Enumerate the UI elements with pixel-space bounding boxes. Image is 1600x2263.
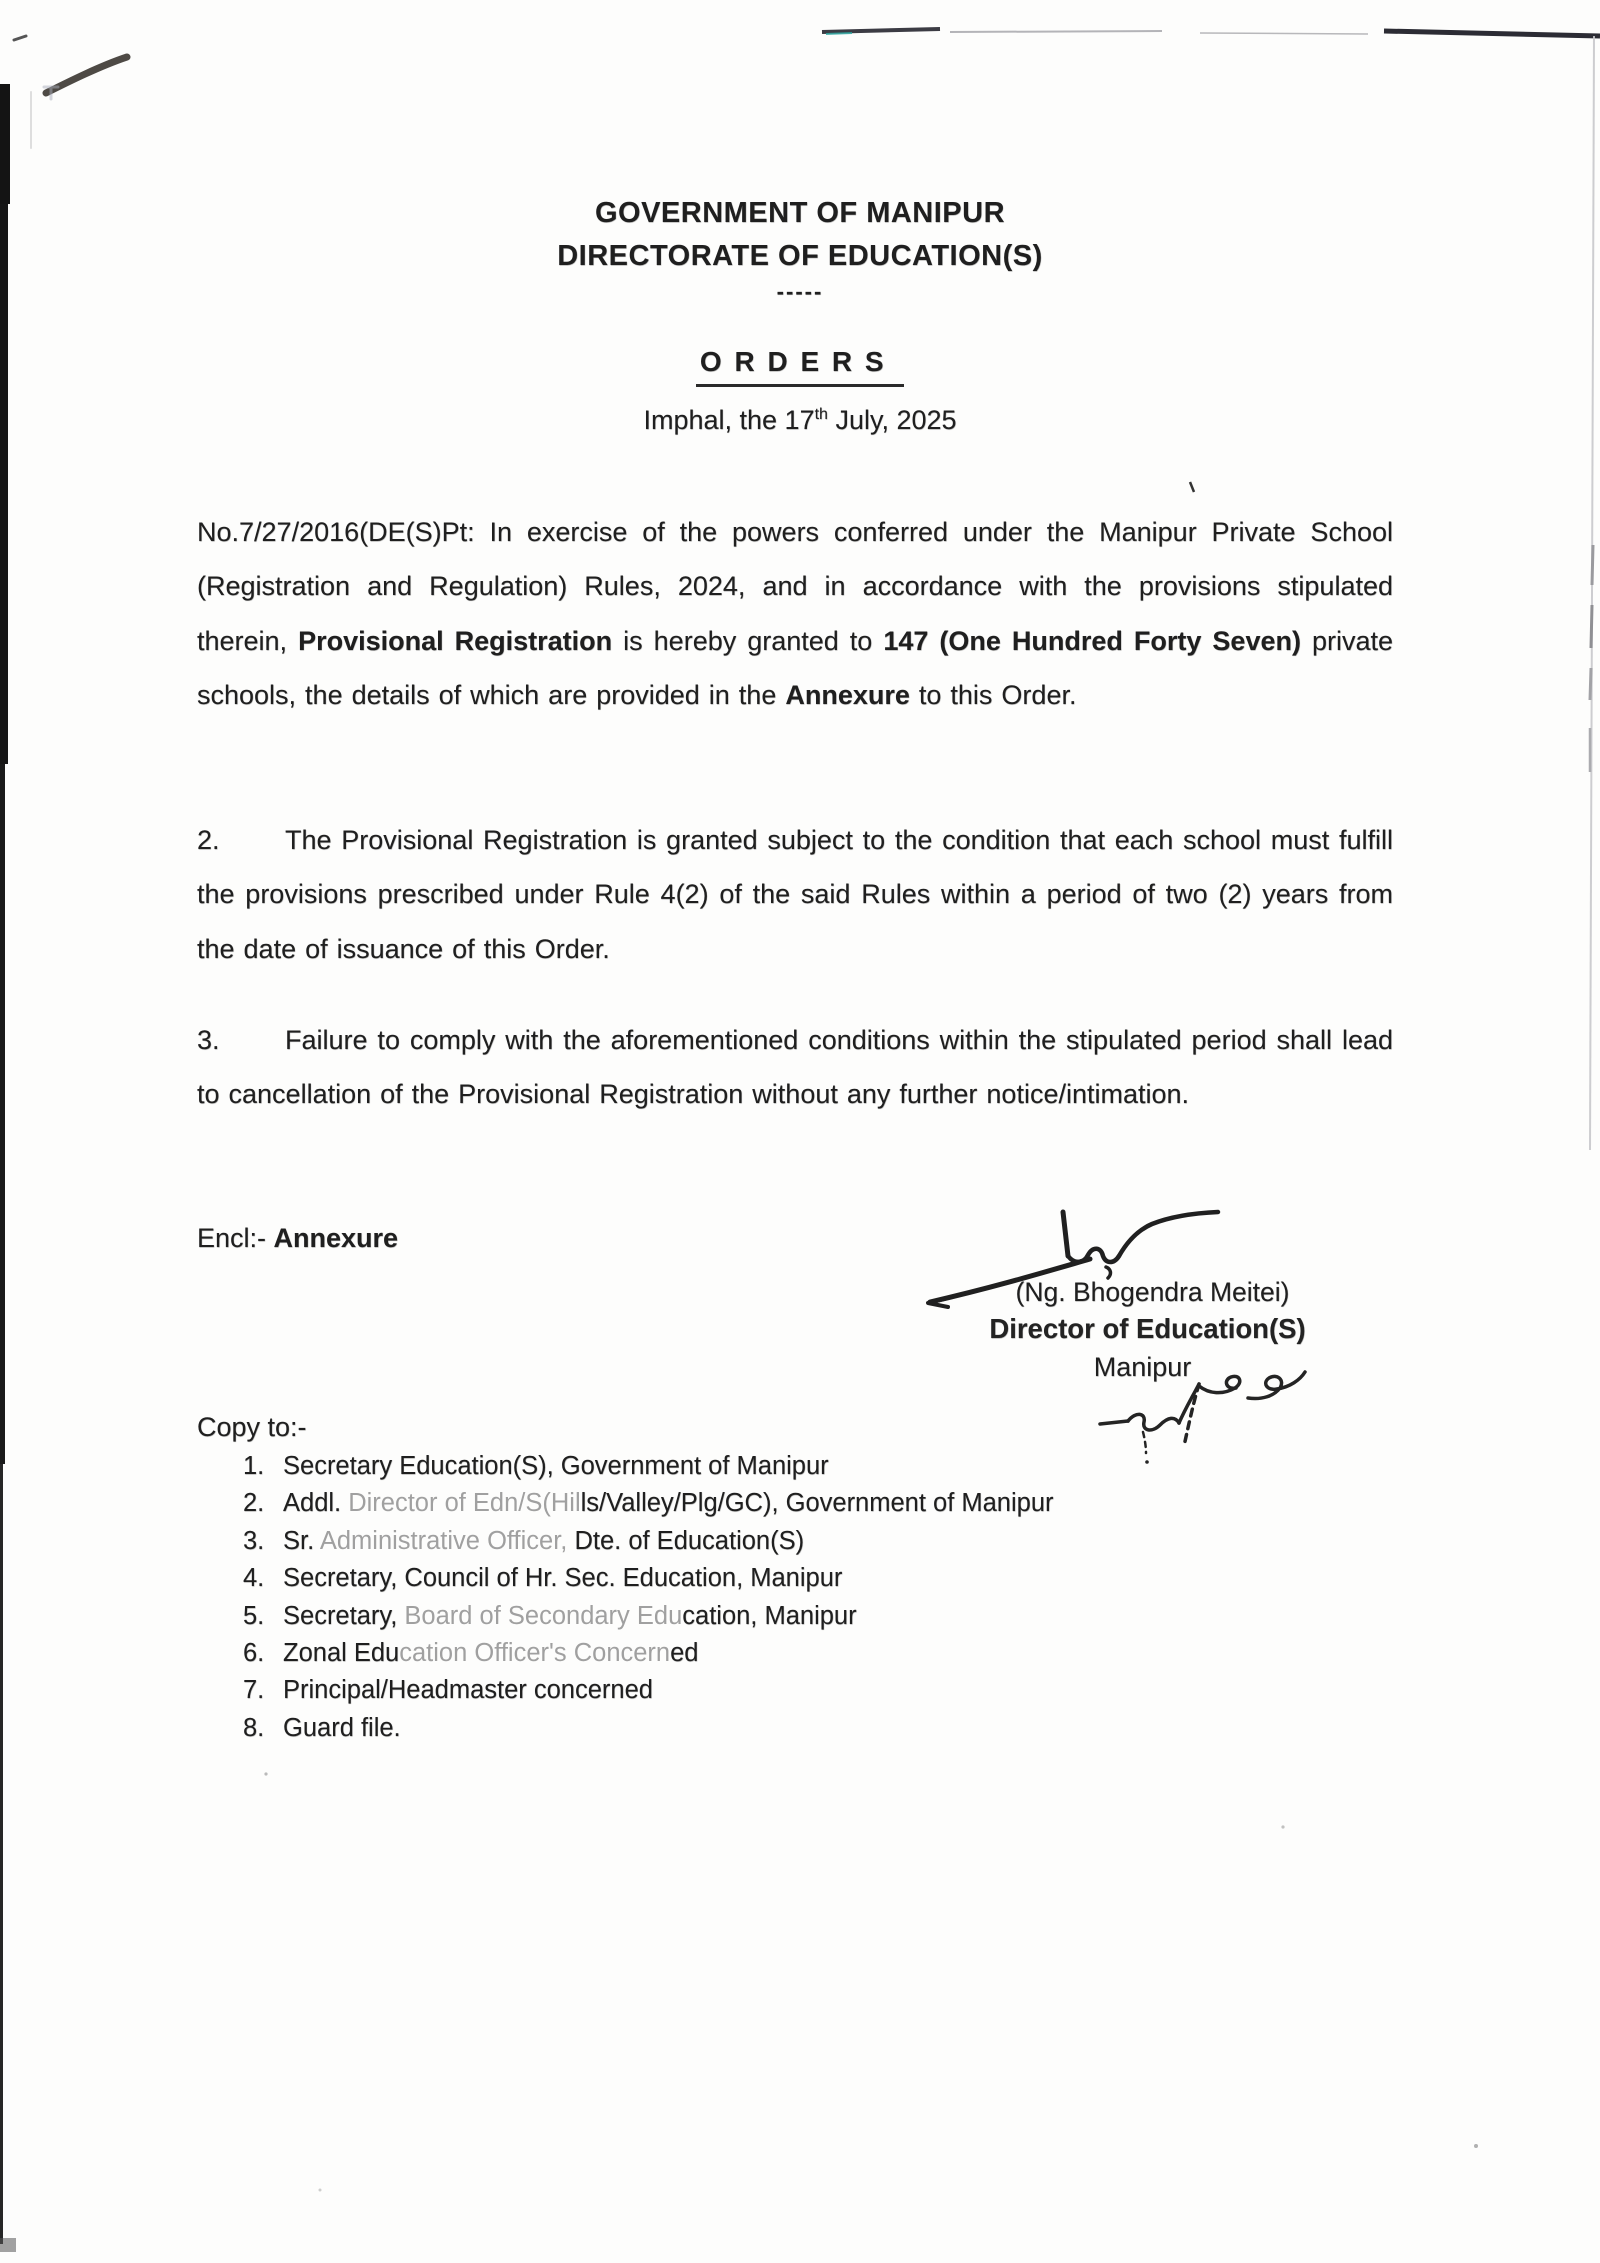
- text-segment: Guard file.: [283, 1713, 401, 1742]
- list-item-text: [283, 1714, 401, 1742]
- signatory-designation: Director of Education(S): [989, 1313, 1306, 1344]
- order-paragraph-2: [197, 813, 1393, 976]
- faded-text: Board of Secondary Edu: [404, 1601, 683, 1630]
- dept-name: DIRECTORATE OF EDUCATION(S): [557, 240, 1043, 272]
- text-segment: Sr.: [283, 1526, 320, 1555]
- text-segment: to this Order.: [909, 680, 1077, 711]
- faded-text: Director of Edn/S(Hil: [348, 1489, 581, 1518]
- date-line: [0, 405, 1600, 436]
- date-prefix: Imphal, the 17: [643, 405, 815, 435]
- orders-title: [0, 346, 1600, 387]
- list-item-number: 3.: [243, 1526, 265, 1555]
- text-segment: Secretary Education(S), Government of Manipur: [283, 1452, 829, 1480]
- order-paragraph-3: [197, 1013, 1393, 1122]
- bold-text: Annexure: [785, 680, 910, 711]
- top-edge-scan-lines: [822, 29, 1600, 36]
- text-segment: ed: [670, 1639, 699, 1668]
- text-segment: Principal/Headmaster concerned: [283, 1676, 653, 1705]
- copy-list-item: [197, 1485, 1054, 1522]
- faded-text: cation Officer's Concern: [399, 1639, 671, 1668]
- text-segment: No.7/27/2016(DE(S)Pt: In exercise of the powers conferred under the Manipur Private School (Registration and Regulation) Rules, 2024, and in accordance with the provisions stipulated therein,: [197, 517, 1393, 656]
- text-segment: Encl:-: [197, 1223, 274, 1253]
- letterhead: [0, 192, 1600, 304]
- corner-pen-mark: [14, 36, 127, 148]
- orders-title-text: O R D E R S: [696, 346, 904, 387]
- list-item-number: 1.: [243, 1452, 265, 1480]
- date-suffix: July, 2025: [827, 405, 957, 435]
- secondary-signature-ink: [1100, 1372, 1305, 1464]
- list-item-number: 8.: [243, 1713, 265, 1742]
- text-segment: private schools, the details of which are provided in the: [197, 625, 1394, 711]
- list-item-number: 2.: [243, 1489, 265, 1518]
- faded-text: Administrative Officer,: [319, 1526, 575, 1555]
- list-item-text: [283, 1489, 1054, 1517]
- copy-list-item: [197, 1635, 1054, 1672]
- signatory-name: (Ng. Bhogendra Meitei): [1015, 1277, 1290, 1307]
- text-segment: 2.: [197, 825, 220, 855]
- list-item-number: 4.: [243, 1564, 265, 1593]
- text-segment: is hereby granted to: [612, 625, 884, 656]
- text-segment: Zonal Edu: [283, 1639, 400, 1668]
- list-item-text: [283, 1676, 653, 1704]
- bold-text: Provisional Registration: [298, 625, 613, 656]
- list-item-number: 5.: [243, 1601, 265, 1630]
- copy-list-item: [197, 1523, 1054, 1560]
- bold-text: Annexure: [273, 1223, 399, 1253]
- copy-list-item: [197, 1672, 1054, 1709]
- text-segment: Failure to comply with the aforementioned conditions within the stipulated period shall lead to cancellation of the Provisional Registration without any further notice/intimation.: [197, 1025, 1393, 1110]
- order-paragraph-opening: [197, 505, 1393, 723]
- copy-list-item: [197, 1598, 1054, 1635]
- enclosure-line: [197, 1223, 398, 1254]
- text-segment: 3.: [197, 1025, 220, 1055]
- list-item-text: [283, 1602, 857, 1630]
- copy-list-item: [197, 1710, 1054, 1747]
- text-segment: cation, Manipur: [682, 1601, 857, 1630]
- separator-dashes: -----: [776, 279, 824, 304]
- copy-to-label: Copy to:-: [197, 1412, 307, 1442]
- list-item-text: [283, 1639, 698, 1667]
- list-item-number: 6.: [243, 1639, 265, 1668]
- list-item-number: 7.: [243, 1676, 265, 1705]
- list-item-text: [283, 1564, 842, 1592]
- text-segment: Secretary,: [283, 1601, 405, 1630]
- signatory-place: Manipur: [1093, 1352, 1192, 1382]
- text-segment: Secretary, Council of Hr. Sec. Education, Manipur: [283, 1564, 843, 1593]
- text-segment: Addl.: [283, 1489, 349, 1518]
- date-ordinal-suffix: th: [814, 406, 828, 423]
- copy-to-list: [197, 1448, 1054, 1747]
- list-item-text: [283, 1452, 829, 1480]
- text-segment: ls/Valley/Plg/GC), Government of Manipur: [580, 1489, 1054, 1518]
- text-segment: The Provisional Registration is granted subject to the condition that each school must fulfill the provisions prescribed under Rule 4(2) of the said Rules within a period of two (2) years from the date of issuance of this Order.: [197, 825, 1393, 964]
- bold-text: 147 (One Hundred Forty Seven): [883, 625, 1301, 656]
- text-segment: Dte. of Education(S): [574, 1526, 805, 1555]
- list-item-text: [283, 1527, 804, 1555]
- copy-list-item: [197, 1560, 1054, 1597]
- copy-list-item: [197, 1448, 1054, 1485]
- org-name: GOVERNMENT OF MANIPUR: [594, 197, 1006, 229]
